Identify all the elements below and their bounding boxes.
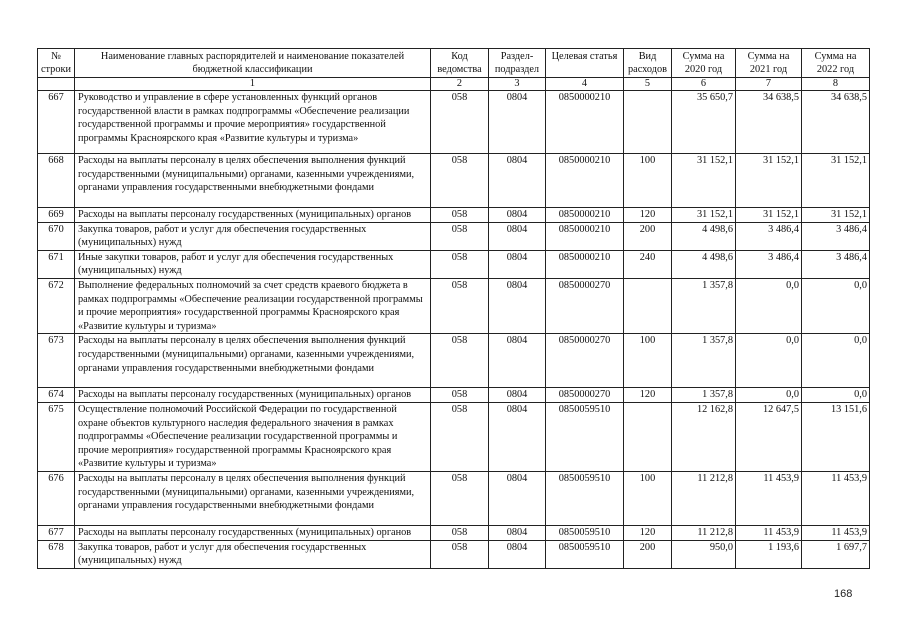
row-dept-code: 058 [431,540,489,568]
row-target: 0850000210 [546,154,624,208]
row-sum-2022: 34 638,5 [802,91,870,154]
header-target: Целевая статья [546,49,624,78]
row-number: 667 [38,91,75,154]
budget-table [37,48,870,569]
row-dept-code: 058 [431,402,489,471]
row-expense-type: 100 [624,154,672,208]
row-section: 0804 [489,525,546,540]
table-row [38,208,870,223]
row-section: 0804 [489,334,546,388]
row-sum-2022: 3 486,4 [802,222,870,250]
row-sum-2020: 31 152,1 [672,208,736,223]
table-row [38,154,870,208]
row-sum-2022: 31 152,1 [802,208,870,223]
row-sum-2021: 0,0 [736,334,802,388]
column-number [38,78,75,91]
row-target: 0850000210 [546,91,624,154]
row-section: 0804 [489,222,546,250]
row-section: 0804 [489,154,546,208]
row-expense-type: 240 [624,250,672,278]
row-name: Иные закупки товаров, работ и услуг для обеспечения государственных (муниципальных) нужд [75,250,431,278]
row-sum-2020: 11 212,8 [672,525,736,540]
row-number: 678 [38,540,75,568]
row-section: 0804 [489,402,546,471]
row-dept-code: 058 [431,471,489,525]
row-section: 0804 [489,91,546,154]
table-row [38,471,870,525]
row-sum-2020: 4 498,6 [672,250,736,278]
row-dept-code: 058 [431,525,489,540]
table-row [38,91,870,154]
row-dept-code: 058 [431,388,489,403]
table-row [38,402,870,471]
table-body [38,91,870,569]
row-section: 0804 [489,278,546,333]
row-sum-2022: 1 697,7 [802,540,870,568]
row-number: 673 [38,334,75,388]
row-target: 0850000270 [546,388,624,403]
table-row [38,525,870,540]
row-sum-2020: 12 162,8 [672,402,736,471]
row-section: 0804 [489,471,546,525]
row-dept-code: 058 [431,208,489,223]
row-sum-2022: 31 152,1 [802,154,870,208]
row-sum-2020: 4 498,6 [672,222,736,250]
row-expense-type: 120 [624,208,672,223]
row-sum-2022: 0,0 [802,278,870,333]
row-target: 0850000270 [546,334,624,388]
header-dept-code: Код ведомства [431,49,489,78]
row-sum-2022: 0,0 [802,334,870,388]
header-expense-type: Вид расходов [624,49,672,78]
row-sum-2021: 11 453,9 [736,525,802,540]
row-expense-type: 120 [624,525,672,540]
column-number: 8 [802,78,870,91]
row-name: Расходы на выплаты персоналу государственных (муниципальных) органов [75,208,431,223]
column-number: 5 [624,78,672,91]
row-expense-type: 120 [624,388,672,403]
row-number: 677 [38,525,75,540]
row-name: Руководство и управление в сфере установленных функций органов государственной власти в рамках подпрограммы «Обеспечение реализации государственной программы и прочие мероприятия» государственной программы Красноярского края «Развитие культуры и туризма» [75,91,431,154]
row-expense-type [624,278,672,333]
row-sum-2021: 3 486,4 [736,250,802,278]
row-section: 0804 [489,250,546,278]
row-target: 0850059510 [546,402,624,471]
row-sum-2021: 31 152,1 [736,208,802,223]
header-sum-2020: Сумма на 2020 год [672,49,736,78]
row-target: 0850059510 [546,471,624,525]
row-expense-type: 100 [624,471,672,525]
row-target: 0850000210 [546,250,624,278]
row-dept-code: 058 [431,334,489,388]
row-expense-type [624,402,672,471]
row-sum-2021: 0,0 [736,388,802,403]
row-dept-code: 058 [431,278,489,333]
row-number: 670 [38,222,75,250]
row-target: 0850000210 [546,222,624,250]
row-sum-2022: 13 151,6 [802,402,870,471]
row-sum-2022: 3 486,4 [802,250,870,278]
column-number: 1 [75,78,431,91]
row-sum-2021: 34 638,5 [736,91,802,154]
row-name: Расходы на выплаты персоналу в целях обеспечения выполнения функций государственными (муниципальными) органами, казенными учреждениями, органами управления государственными внебюджетными фондами [75,334,431,388]
row-name: Закупка товаров, работ и услуг для обеспечения государственных (муниципальных) нужд [75,222,431,250]
row-name: Расходы на выплаты персоналу государственных (муниципальных) органов [75,525,431,540]
table-row [38,222,870,250]
row-expense-type: 200 [624,222,672,250]
column-number: 7 [736,78,802,91]
row-name: Выполнение федеральных полномочий за счет средств краевого бюджета в рамках подпрограммы «Обеспечение реализации государственной программы и прочие мероприятия» государственной программы Красноярского края «Развитие культуры и туризма» [75,278,431,333]
row-sum-2022: 0,0 [802,388,870,403]
row-number: 669 [38,208,75,223]
row-name: Закупка товаров, работ и услуг для обеспечения государственных (муниципальных) нужд [75,540,431,568]
header-row [38,49,870,78]
row-sum-2020: 1 357,8 [672,334,736,388]
row-target: 0850000210 [546,208,624,223]
page-number: 168 [834,588,853,600]
row-number: 671 [38,250,75,278]
column-number: 4 [546,78,624,91]
row-number: 672 [38,278,75,333]
row-name: Расходы на выплаты персоналу в целях обеспечения выполнения функций государственными (муниципальными) органами, казенными учреждениями, органами управления государственными внебюджетными фондами [75,154,431,208]
row-target: 0850059510 [546,540,624,568]
row-dept-code: 058 [431,250,489,278]
column-number: 2 [431,78,489,91]
header-sum-2022: Сумма на 2022 год [802,49,870,78]
table-header [38,49,870,91]
row-section: 0804 [489,540,546,568]
row-sum-2021: 12 647,5 [736,402,802,471]
row-sum-2020: 1 357,8 [672,278,736,333]
header-sum-2021: Сумма на 2021 год [736,49,802,78]
row-sum-2021: 3 486,4 [736,222,802,250]
row-sum-2020: 11 212,8 [672,471,736,525]
header-name: Наименование главных распорядителей и наименование показателей бюджетной классификации [75,49,431,78]
table-row [38,250,870,278]
row-number: 674 [38,388,75,403]
row-sum-2021: 1 193,6 [736,540,802,568]
row-sum-2021: 0,0 [736,278,802,333]
table-row [38,278,870,333]
header-section: Раздел-подраздел [489,49,546,78]
row-sum-2022: 11 453,9 [802,471,870,525]
row-expense-type [624,91,672,154]
table-row [38,388,870,403]
row-name: Расходы на выплаты персоналу государственных (муниципальных) органов [75,388,431,403]
row-sum-2021: 31 152,1 [736,154,802,208]
table-row [38,334,870,388]
row-sum-2021: 11 453,9 [736,471,802,525]
row-name: Осуществление полномочий Российской Федерации по государственной охране объектов культурного наследия федерального значения в рамках подпрограммы «Обеспечение реализации государственной программы и прочие мероприятия» государственной программы Красноярского края «Развитие культуры и туризма» [75,402,431,471]
row-sum-2022: 11 453,9 [802,525,870,540]
row-target: 0850059510 [546,525,624,540]
row-dept-code: 058 [431,91,489,154]
row-expense-type: 200 [624,540,672,568]
row-number: 676 [38,471,75,525]
row-sum-2020: 31 152,1 [672,154,736,208]
row-section: 0804 [489,388,546,403]
row-number: 675 [38,402,75,471]
row-section: 0804 [489,208,546,223]
header-row-no: № строки [38,49,75,78]
row-sum-2020: 950,0 [672,540,736,568]
column-number: 3 [489,78,546,91]
table-row [38,540,870,568]
row-target: 0850000270 [546,278,624,333]
row-number: 668 [38,154,75,208]
column-number: 6 [672,78,736,91]
column-numbers-row [38,78,870,91]
row-dept-code: 058 [431,222,489,250]
row-expense-type: 100 [624,334,672,388]
row-sum-2020: 1 357,8 [672,388,736,403]
row-sum-2020: 35 650,7 [672,91,736,154]
row-name: Расходы на выплаты персоналу в целях обеспечения выполнения функций государственными (муниципальными) органами, казенными учреждениями, органами управления государственными внебюджетными фондами [75,471,431,525]
row-dept-code: 058 [431,154,489,208]
